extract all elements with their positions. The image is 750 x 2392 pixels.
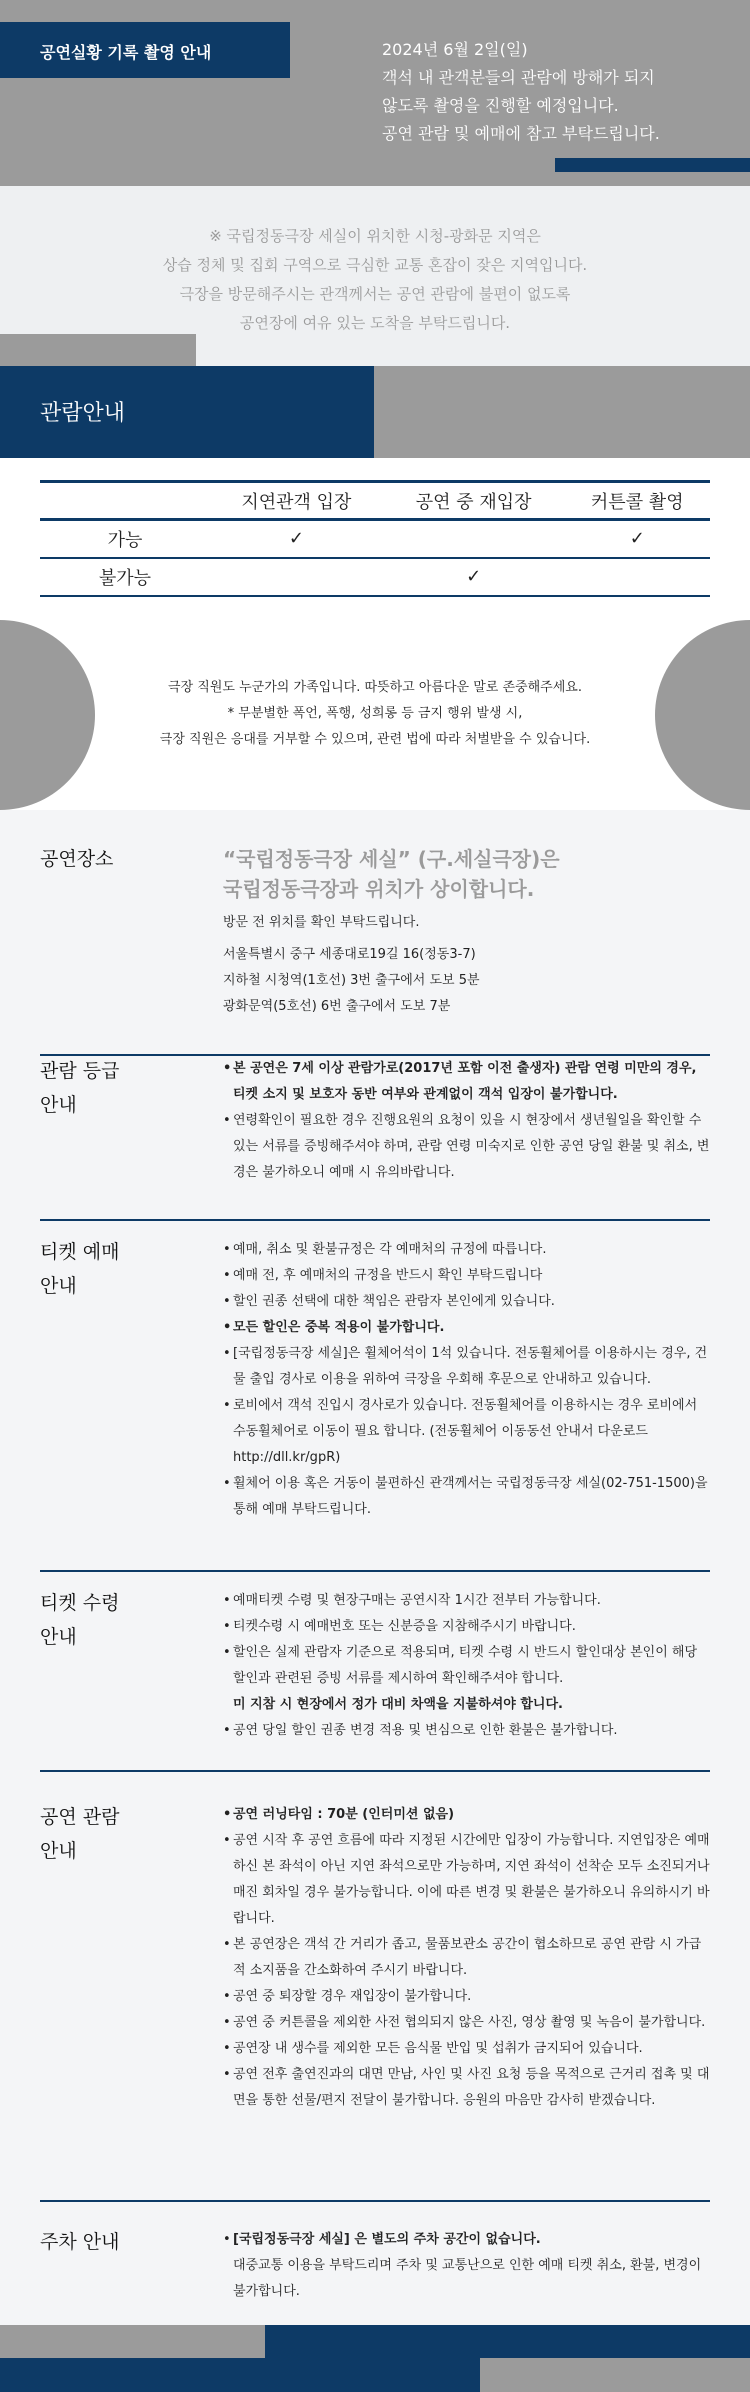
table-row [40, 520, 710, 558]
venue-line: 광화문역(5호선) 6번 출구에서 도보 7분 [223, 999, 451, 1014]
table-header-cell [40, 482, 210, 520]
table-header-cell: 커튼콜 촬영 [590, 491, 684, 513]
bullet-item: • 공연 시작 후 공연 흐름에 따라 지정된 시간에만 입장이 가능합니다. 지연입장은 예매하신 본 좌석이 아닌 지연 좌석으로만 가능하며, 지연 좌석이 선착순 모두 소진되거나 매진 회차일 경우 불가능합니다. 이에 따른 변경 및 환불은 불가하오니 유의하시기 바랍니다. [223, 1828, 713, 1932]
check-cell [565, 558, 710, 596]
bullet-item: • 공연 중 퇴장할 경우 재입장이 불가합니다. [223, 1984, 713, 2010]
venue-address: 서울특별시 중구 세종대로19길 16(정동3-7) [223, 947, 476, 962]
decorative-block [480, 2358, 750, 2392]
bullet-item: • 모든 할인은 중복 적용이 불가합니다. [223, 1315, 713, 1341]
section-divider [40, 1770, 710, 1772]
info-sections [0, 810, 750, 2325]
bullet-item: • 휠체어 이용 혹은 거동이 불편하신 관객께서는 국립정동극장 세실(02-751-1500)을 통해 예매 부탁드립니다. [223, 1471, 713, 1523]
bullet-emphasis: • [국립정동극장 세실] 은 별도의 주차 공간이 없습니다. [233, 2232, 541, 2247]
decorative-strip [555, 158, 750, 172]
section-body [223, 844, 713, 1020]
bullet-item: • 공연 당일 할인 권종 변경 적용 및 변심으로 인한 환불은 불가합니다. [223, 1718, 713, 1744]
viewing-guide-title: 관람안내 [0, 366, 374, 458]
bullet-item: • 공연 중 커튼콜을 제외한 사전 협의되지 않은 사진, 영상 촬영 및 녹음이 불가합니다. [223, 2010, 713, 2036]
section-label-line: 관람 등급 [40, 1060, 120, 1082]
top-banner [0, 0, 750, 210]
notice-line: 공연 관람 및 예매에 참고 부탁드립니다. [382, 124, 660, 143]
table-header-cell: 공연 중 재입장 [415, 491, 532, 513]
recording-notice [382, 36, 660, 148]
viewing-guide-header [0, 366, 750, 458]
section-body [223, 1802, 713, 2114]
check-cell: ✓ [466, 566, 482, 587]
table-row [40, 558, 710, 596]
table-header-row [40, 482, 710, 520]
check-cell [383, 520, 565, 558]
section-label-line: 안내 [40, 1626, 77, 1648]
check-cell: ✓ [629, 528, 645, 550]
viewing-guide-table [40, 480, 710, 597]
section-label [40, 1800, 210, 1868]
bullet-item: • 본 공연은 7세 이상 관람가로(2017년 포함 이전 출생자) 관람 연령 미만의 경우, 티켓 소지 및 보호자 동반 여부와 관계없이 객석 입장이 불가합니다. [223, 1056, 713, 1108]
footer-bar [0, 2325, 750, 2392]
venue-headline: “국립정동극장 세실” (구.세실극장)은 [223, 847, 560, 871]
section-label [40, 1235, 210, 1303]
staff-respect-notice [0, 620, 750, 810]
bullet-item: • 공연 전후 출연진과의 대면 만남, 사인 및 사진 요청 등을 목적으로 근거리 접촉 및 대면을 통한 선물/편지 전달이 불가합니다. 응원의 마음만 감사히 받겠습니다. [223, 2062, 713, 2114]
decorative-corner [0, 334, 196, 366]
bullet-item: • 본 공연장은 객석 간 거리가 좁고, 물품보관소 공간이 협소하므로 공연 관람 시 가급적 소지품을 간소화하여 주시기 바랍니다. [223, 1932, 713, 1984]
section-label-line: 티켓 수령 [40, 1592, 120, 1614]
bullet-item: • [국립정동극장 세실]은 휠체어석이 1석 있습니다. 전동휠체어를 이용하시는 경우, 건물 출입 경사로 이용을 위하여 극장을 우회해 후문으로 안내하고 있습니다. [223, 1341, 713, 1393]
venue-line: 지하철 시청역(1호선) 3번 출구에서 도보 5분 [223, 973, 480, 988]
notice-date: 2024년 6월 2일(일) [382, 40, 528, 59]
bullet-item: • 연령확인이 필요한 경우 진행요원의 요청이 있을 시 현장에서 생년월일을 확인할 수 있는 서류를 증빙해주셔야 하며, 관람 연령 미숙지로 인한 공연 당일 환불 및 취소, 변경은 불가하오니 예매 시 유의바랍니다. [223, 1108, 713, 1186]
bullet-item: • 공연장 내 생수를 제외한 모든 음식물 반입 및 섭취가 금지되어 있습니다. [223, 2036, 713, 2062]
section-label-line: 안내 [40, 1094, 77, 1116]
bullet-item [223, 2227, 713, 2305]
venue-line: 방문 전 위치를 확인 부탁드립니다. [223, 915, 420, 930]
section-label: 공연장소 [40, 848, 114, 870]
section-body [223, 1588, 713, 1744]
respect-line: 극장 직원도 누군가의 가족입니다. 따뜻하고 아름다운 말로 존중해주세요. [168, 680, 582, 695]
bullet-item: • 예매, 취소 및 환불규정은 각 예매처의 규정에 따릅니다. [223, 1237, 713, 1263]
notice-line: 객석 내 관객분들의 관람에 방해가 되지 [382, 68, 655, 87]
bullet-item: • 티켓수령 시 예매번호 또는 신분증을 지참해주시기 바랍니다. [223, 1614, 713, 1640]
section-body [223, 1237, 713, 1523]
traffic-notice [0, 186, 750, 366]
row-label: 불가능 [98, 567, 152, 589]
respect-line: * 무분별한 폭언, 폭행, 성희롱 등 금지 행위 발생 시, [227, 706, 523, 721]
traffic-line: 극장을 방문해주시는 관객께서는 공연 관람에 불편이 없도록 [179, 285, 571, 303]
row-label: 가능 [107, 529, 143, 551]
bullet-item: • 로비에서 객석 진입시 경사로가 있습니다. 전동휠체어를 이용하시는 경우 로비에서 수동휠체어로 이동이 필요 합니다. (전동휠체어 이동동선 안내서 다운로드 http://dll.kr/gpR) [223, 1393, 713, 1471]
section-divider [40, 2200, 710, 2202]
check-cell [210, 558, 383, 596]
section-divider [40, 1219, 710, 1221]
section-label-line: 안내 [40, 1840, 77, 1862]
section-label [40, 1586, 210, 1654]
section-divider [40, 1570, 710, 1572]
section-label: 주차 안내 [40, 2231, 120, 2253]
decorative-block [0, 2325, 265, 2358]
venue-headline: 국립정동극장과 위치가 상이합니다. [223, 877, 535, 901]
section-label-line: 안내 [40, 1275, 77, 1297]
traffic-line: 상습 정체 및 집회 구역으로 극심한 교통 혼잡이 잦은 지역입니다. [162, 256, 588, 274]
table-header-cell: 지연관객 입장 [241, 491, 352, 513]
bullet-item [223, 1640, 713, 1718]
section-label [40, 1054, 210, 1122]
section-body [223, 1056, 713, 1186]
section-body [223, 2227, 713, 2305]
bullet-text: 대중교통 이용을 부탁드리며 주차 및 교통난으로 인한 예매 티켓 취소, 환불, 변경이 불가합니다. [233, 2258, 702, 2299]
viewing-guide-table-wrap [0, 458, 750, 620]
section-label-line: 공연 관람 [40, 1806, 120, 1828]
bullet-item: • 예매티켓 수령 및 현장구매는 공연시작 1시간 전부터 가능합니다. [223, 1588, 713, 1614]
bullet-item: • 예매 전, 후 예매처의 규정을 반드시 확인 부탁드립니다 [223, 1263, 713, 1289]
recording-notice-tag: 공연실황 기록 촬영 안내 [0, 22, 290, 78]
traffic-line: ※ 국립정동극장 세실이 위치한 시청-광화문 지역은 [209, 227, 541, 245]
bullet-item: • 할인 권종 선택에 대한 책임은 관람자 본인에게 있습니다. [223, 1289, 713, 1315]
bullet-text: 할인은 실제 관람자 기준으로 적용되며, 티켓 수령 시 반드시 할인대상 본인이 해당 할인과 관련된 증빙 서류를 제시하여 확인해주셔야 합니다. [233, 1645, 698, 1686]
notice-line: 않도록 촬영을 진행할 예정입니다. [382, 96, 619, 115]
section-label-line: 티켓 예매 [40, 1241, 120, 1263]
respect-line: 극장 직원은 응대를 거부할 수 있으며, 관련 법에 따라 처벌받을 수 있습니다. [159, 732, 591, 747]
bullet-emphasis: 미 지참 시 현장에서 정가 대비 차액을 지불하셔야 합니다. [233, 1697, 563, 1712]
traffic-line: 공연장에 여유 있는 도착을 부탁드립니다. [239, 314, 511, 332]
bullet-item: • 공연 러닝타임 : 70분 (인터미션 없음) [223, 1802, 713, 1828]
check-cell: ✓ [288, 528, 304, 550]
